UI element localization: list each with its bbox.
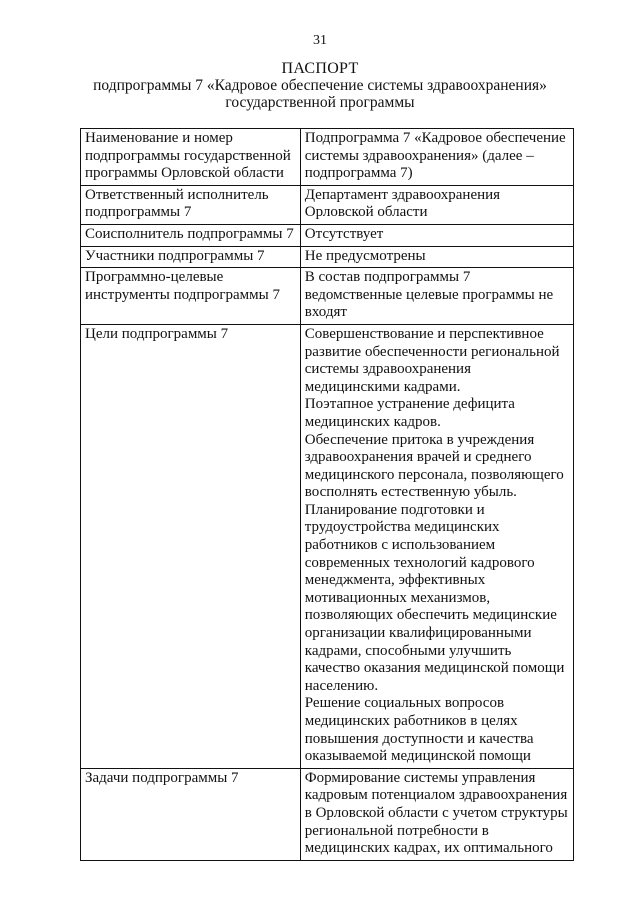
value-paragraph: Поэтапное устранение дефицита медицинских кадров. (304, 396, 515, 430)
passport-table-body (81, 129, 574, 861)
table-row (81, 185, 574, 224)
row-label: Программно-целевые инструменты подпрограммы 7 (81, 268, 301, 325)
row-value (300, 768, 573, 860)
row-label: Участники подпрограммы 7 (81, 246, 301, 268)
row-value (300, 324, 573, 768)
value-paragraph: Департамент здравоохранения Орловской области (304, 186, 501, 221)
value-paragraph: Отсутствует (304, 225, 384, 242)
value-paragraph: Обеспечение притока в учреждения здравоохранения врачей и среднего медицинского персонала, позволяющего восполнять естественную убыль. (304, 431, 564, 501)
page-number: 31 (313, 33, 327, 48)
value-paragraph: Формирование системы управления кадровым потенциалом здравоохранения в Орловской области с учетом структуры региональной потребности в медицинских кадрах, их оптимального (304, 769, 568, 857)
table-row (81, 246, 574, 268)
row-value (300, 224, 573, 246)
row-value (300, 246, 573, 268)
row-label: Ответственный исполнитель подпрограммы 7 (81, 185, 301, 224)
document-heading (0, 60, 640, 111)
table-row (81, 224, 574, 246)
table-row (81, 268, 574, 325)
passport-table (80, 128, 574, 861)
table-row (81, 324, 574, 768)
table-row (81, 129, 574, 186)
value-paragraph: Подпрограмма 7 «Кадровое обеспечение системы здравоохранения» (далее – подпрограмма 7) (304, 130, 566, 182)
row-label: Соисполнитель подпрограммы 7 (81, 224, 301, 246)
table-row (81, 768, 574, 860)
row-label: Наименование и номер подпрограммы государственной программы Орловской области (81, 129, 301, 186)
row-value (300, 129, 573, 186)
row-value (300, 185, 573, 224)
value-paragraph: Планирование подготовки и трудоустройства медицинских работников с использованием современных технологий кадрового менеджмента, эффективных мотивационных механизмов, позволяющих обеспечить медицинские организации квалифицированными кадрами, способными улучшить качество оказания медицинской помощи населению. (304, 501, 565, 694)
row-label: Задачи подпрограммы 7 (81, 768, 301, 860)
value-paragraph: Совершенствование и перспективное развитие обеспеченности региональной системы здравоохранения медицинскими кадрами. (304, 325, 560, 395)
value-paragraph: Не предусмотрены (304, 247, 426, 264)
document-subtitle-line-1: подпрограммы 7 «Кадровое обеспечение системы здравоохранения» (93, 77, 547, 94)
row-label: Цели подпрограммы 7 (81, 324, 301, 768)
value-paragraph: В состав подпрограммы 7 ведомственные целевые программы не входят (304, 269, 554, 321)
document-title: ПАСПОРТ (281, 60, 359, 77)
document-subtitle-line-2: государственной программы (225, 94, 415, 111)
row-value (300, 268, 573, 325)
value-paragraph: Решение социальных вопросов медицинских работников в целях повышения доступности и качества оказываемой медицинской помощи (304, 695, 534, 765)
